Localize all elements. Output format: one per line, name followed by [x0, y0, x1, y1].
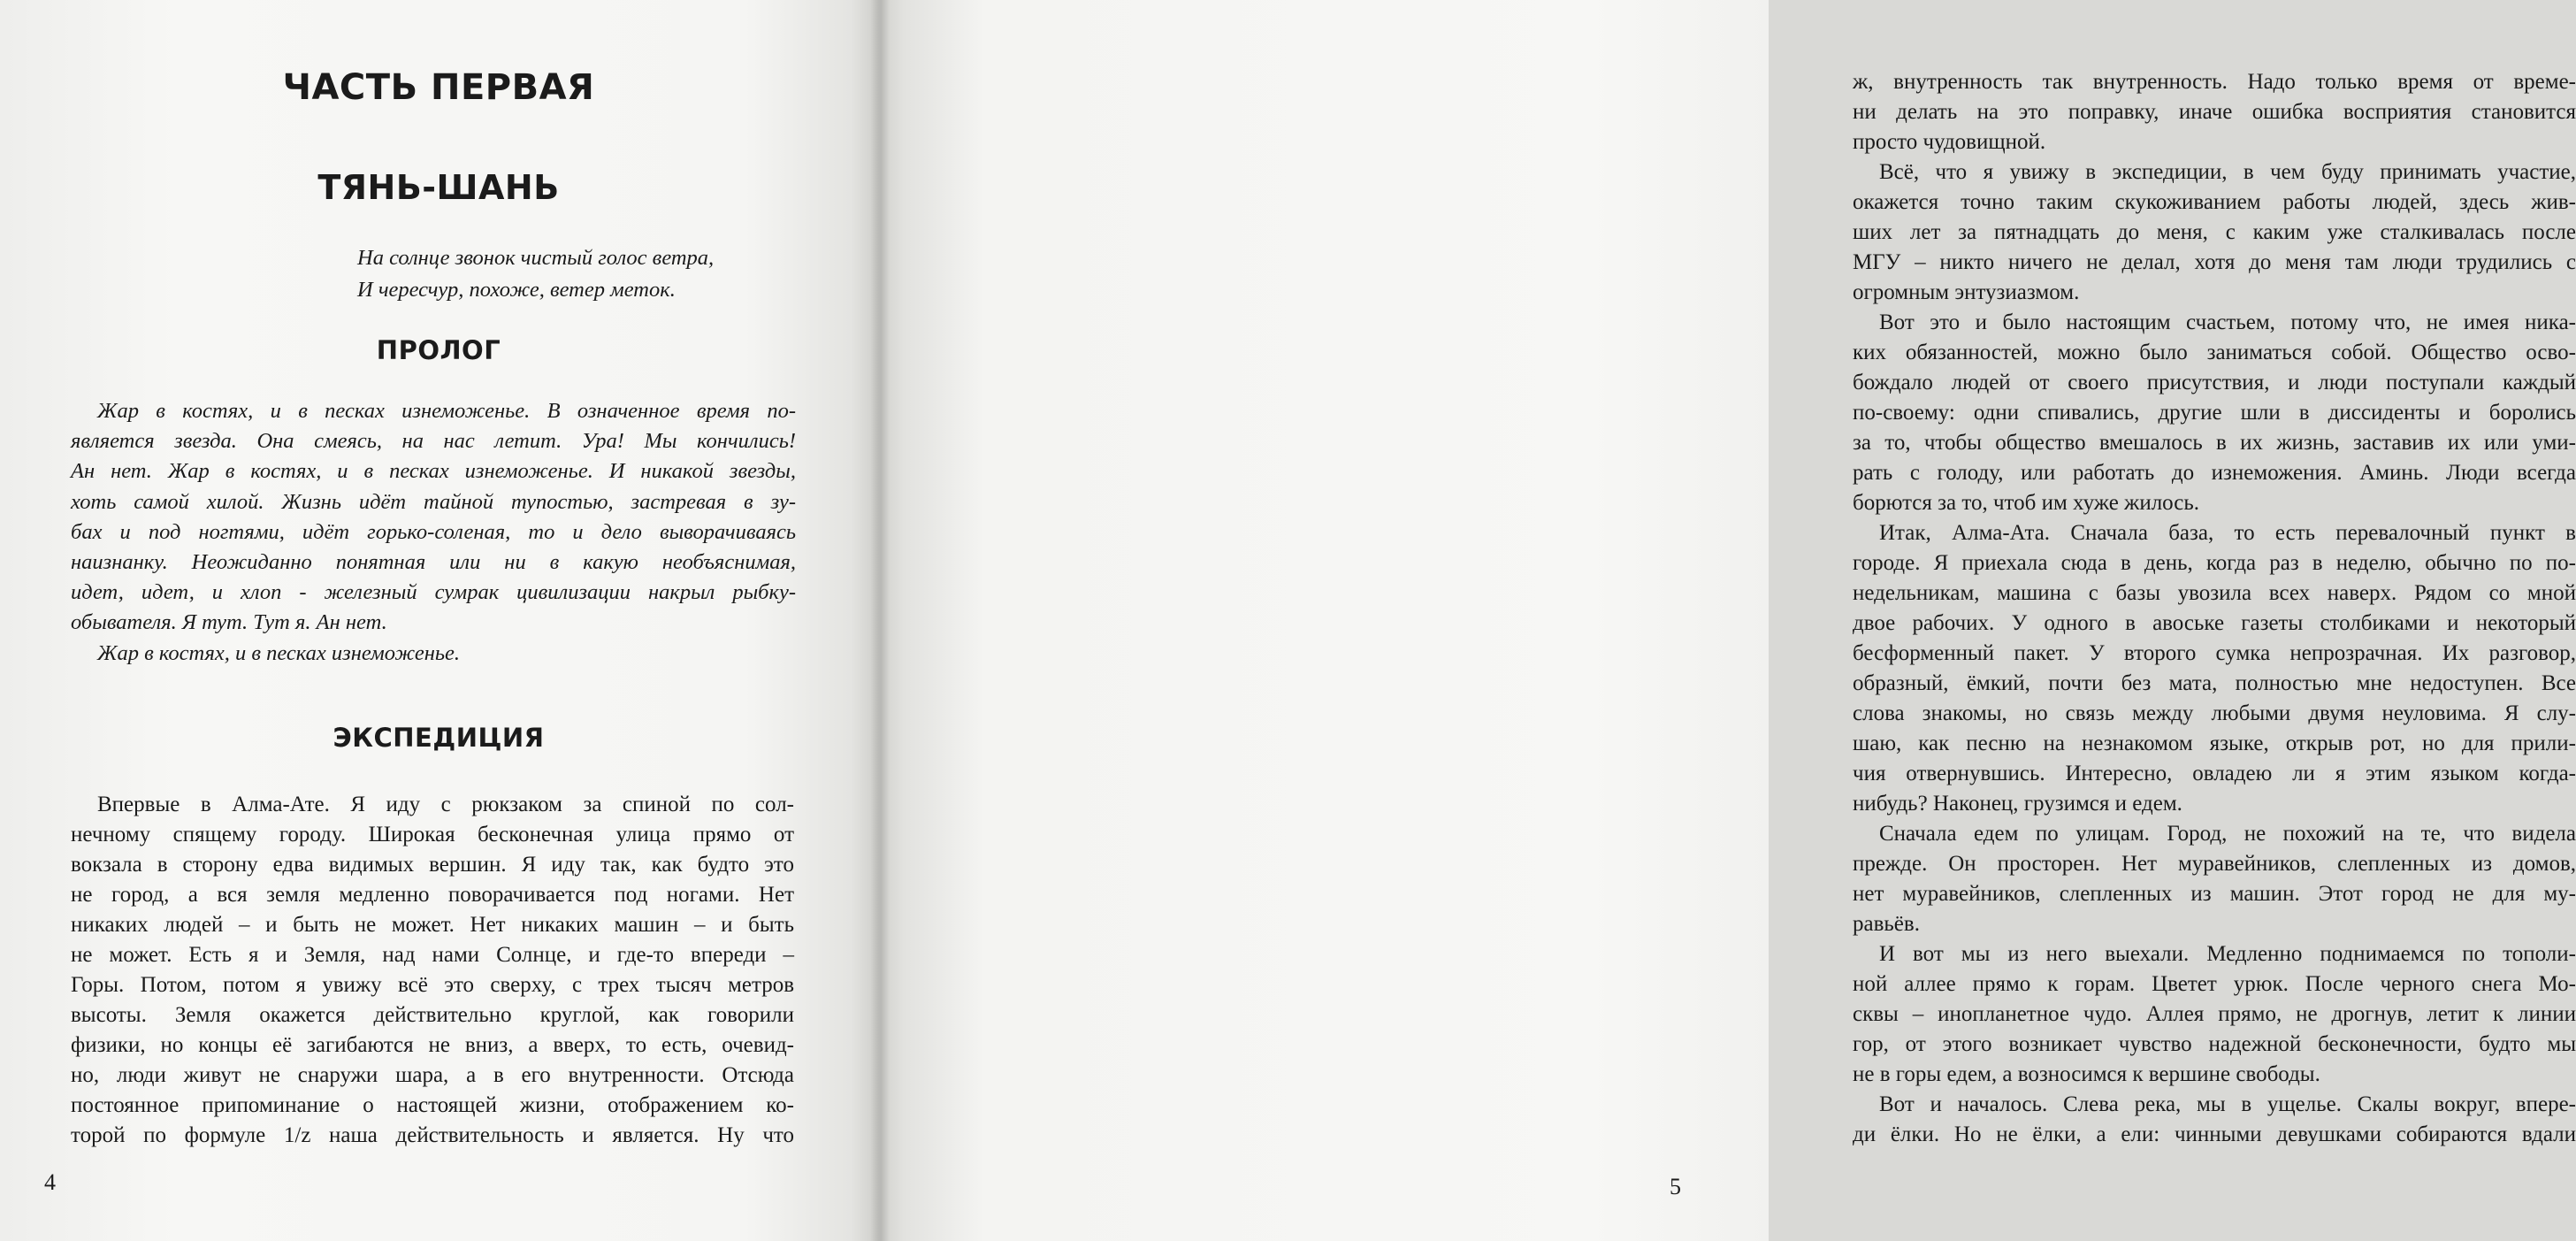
text-line: Вот и началось. Слева река, мы в ущелье. Скалы вокруг, впере- — [1879, 1092, 2576, 1116]
text-line: прежде. Он просторен. Нет муравейников, слепленных из домов, — [1853, 852, 2576, 876]
text-line: не в горы едем, а возносимся к вершине свободы. — [1853, 1062, 2320, 1086]
right-body-text — [1853, 67, 2576, 1150]
text-line: ких обязанностей, можно было заниматься собой. Общество осво- — [1853, 341, 2576, 364]
text-line: торой по формуле 1/z наша действительность и является. Ну что — [71, 1123, 794, 1147]
chapter-title: ТЯНЬ-ШАНЬ — [317, 168, 560, 207]
text-line: Итак, Алма-Ата. Сначала база, то есть перевалочный пункт в — [1879, 521, 2576, 545]
text-line: ной аллее прямо к горам. Цветет урюк. После черного снега Мо- — [1853, 972, 2576, 996]
text-line: нет муравейников, слепленных из машин. Этот город не для му- — [1853, 882, 2576, 906]
text-line: образный, ёмкий, почти без мата, полностью мне недоступен. Все — [1853, 671, 2576, 695]
text-line: никаких людей – и быть не может. Нет никаких машин – и быть — [71, 913, 794, 937]
text-line: Вот это и было настоящим счастьем, потому что, не имея ника- — [1879, 310, 2576, 334]
text-line: просто чудовищной. — [1853, 130, 2046, 154]
text-line: недельникам, машина с базы увозила всех наверх. Рядом со мной — [1853, 581, 2576, 605]
text-line: ни делать на это поправку, иначе ошибка восприятия становится — [1853, 100, 2576, 124]
text-line: борются за то, чтоб им хуже жилось. — [1853, 491, 2200, 515]
text-line: слова знакомы, но связь между любыми двумя неуловима. Я слу- — [1853, 701, 2576, 725]
text-line: Жар в костях, и в песках изнеможенье. В означенное время по- — [97, 399, 796, 423]
expedition-heading: ЭКСПЕДИЦИЯ — [333, 723, 545, 753]
page-number: 5 — [1670, 1174, 1681, 1199]
text-line: бождало людей от своего присутствия, и люди поступали каждый — [1853, 371, 2576, 395]
text-line: Жар в костях, и в песках изнеможенье. — [97, 640, 461, 665]
left-body-text — [71, 790, 794, 1151]
text-line: обывателя. Я тут. Тут я. Ан нет. — [71, 610, 387, 635]
text-line: нечному спящему городу. Широкая бесконечная улица прямо от — [71, 823, 794, 846]
text-line: высоты. Земля окажется действительно круглой, как говорили — [71, 1003, 794, 1027]
text-line: ди ёлки. Но не ёлки, а ели: чинными девушками собираются вдали — [1853, 1122, 2576, 1146]
right-page — [877, 0, 2576, 1241]
text-line: Впервые в Алма-Ате. Я иду с рюкзаком за спиной по сол- — [97, 793, 794, 816]
text-line: шаю, как песню на незнакомом языке, открыв рот, но для прили- — [1853, 732, 2576, 755]
text-line: нибудь? Наконец, грузимся и едем. — [1853, 792, 2182, 816]
text-line: по-своему: одни спивались, другие шли в диссиденты и боролись — [1853, 401, 2576, 425]
text-line: рать с голоду, или работать до изнеможения. Аминь. Люди всегда — [1853, 461, 2576, 485]
epigraph — [357, 242, 714, 306]
text-line: огромным энтузиазмом. — [1853, 280, 2080, 304]
text-line: городе. Я приехала сюда в день, когда раз в неделю, обычно по по- — [1853, 551, 2576, 575]
text-line: ших лет за пятнадцать до меня, с каким уже сталкивалась после — [1853, 220, 2576, 244]
text-line: И вот мы из него выехали. Медленно поднимаемся по тополи- — [1879, 942, 2576, 966]
text-line: является звезда. Она смеясь, на нас летит. Ура! Мы кончились! — [71, 429, 796, 454]
prologue-heading: ПРОЛОГ — [376, 335, 501, 365]
left-page — [0, 0, 877, 1241]
epigraph-line: На солнце звонок чистый голос ветра, — [357, 246, 715, 270]
text-line: не может. Есть я и Земля, над нами Солнце, и где-то впереди – — [71, 943, 794, 967]
text-line: не город, а вся земля медленно поворачивается под ногами. Нет — [71, 883, 794, 907]
text-line: хоть самой хилой. Жизнь идёт тайной тупостью, застревая в зу- — [71, 489, 796, 514]
text-line: Горы. Потом, потом я увижу всё это сверху, с трех тысяч метров — [71, 973, 794, 997]
text-line: ж, внутренность так внутренность. Надо только время от време- — [1853, 70, 2576, 94]
text-line: но, люди живут не снаружи шара, а в его внутренности. Отсюда — [71, 1063, 794, 1087]
epigraph-line: И чересчур, похоже, ветер меток. — [357, 278, 676, 302]
text-line: Сначала едем по улицам. Город, не похожий на те, что видела — [1879, 822, 2576, 846]
page-number: 4 — [44, 1169, 56, 1195]
text-line: двое рабочих. У одного в авоське газеты столбиками и некоторый — [1853, 611, 2576, 635]
text-line: гор, от этого возникает чувство надежной бесконечности, будто мы — [1853, 1032, 2576, 1056]
text-line: Ан нет. Жар в костях, и в песках изнеможенье. И никакой звезды, — [71, 459, 796, 484]
text-line: идет, идет, и хлоп - железный сумрак цивилизации накрыл рыбку- — [71, 580, 796, 605]
text-line: равьёв. — [1853, 912, 1920, 936]
text-line: вокзала в сторону едва видимых вершин. Я иду так, как будто это — [71, 853, 794, 877]
text-line: физики, но концы её загибаются не вниз, а вверх, то есть, очевид- — [71, 1033, 794, 1057]
text-line: за то, чтобы общество вмешалось в их жизнь, заставив их или уми- — [1853, 431, 2576, 455]
part-heading: ЧАСТЬ ПЕРВАЯ — [282, 67, 595, 108]
text-line: чия отвернувшись. Интересно, овладею ли я этим языком когда- — [1853, 762, 2576, 785]
text-line: бах и под ногтями, идёт горько-соленая, то и дело выворачиваясь — [71, 519, 796, 544]
text-line: бесформенный пакет. У второго сумка непрозрачная. Их разговор, — [1853, 641, 2576, 665]
text-line: Всё, что я увижу в экспедиции, в чем буду принимать участие, — [1879, 160, 2576, 184]
text-line: сквы – инопланетное чудо. Аллея прямо, не дрогнув, летит к линии — [1853, 1002, 2576, 1026]
text-line: окажется точно таким скукоживанием работы людей, здесь жив- — [1853, 190, 2576, 214]
text-line: постоянное припоминание о настоящей жизни, отображением ко- — [71, 1093, 794, 1117]
text-line: наизнанку. Неожиданно понятная или ни в какую необъяснимая, — [71, 550, 796, 575]
text-line: МГУ – никто ничего не делал, хотя до меня там люди трудились с — [1853, 250, 2576, 274]
prologue-text — [71, 396, 796, 669]
